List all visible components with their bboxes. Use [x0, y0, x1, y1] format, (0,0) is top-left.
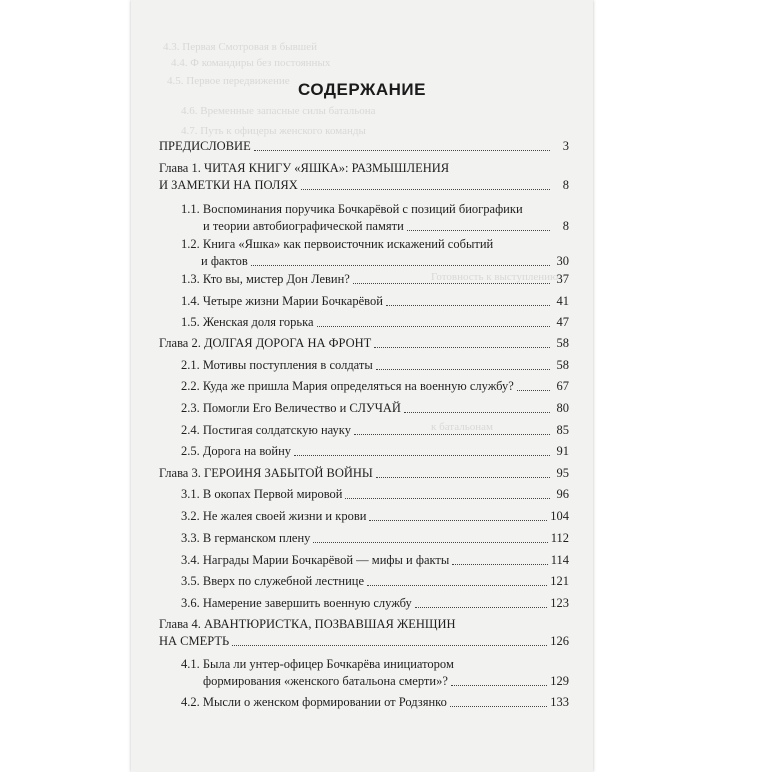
toc-page-number: 126: [550, 634, 569, 648]
toc-page-number: 58: [556, 336, 569, 350]
toc-page-number: 3: [562, 139, 569, 153]
toc-entry-1-5: [181, 314, 569, 331]
dot-leader: [450, 706, 547, 707]
toc-entry-text: Глава 3. ГЕРОИНЯ ЗАБЫТОЙ ВОЙНЫ: [159, 466, 373, 480]
toc-page-number: 95: [556, 466, 569, 480]
toc-page-number: 37: [556, 272, 569, 286]
toc-page-number: 8: [562, 178, 569, 192]
toc-entry-text-line1: 4.1. Была ли унтер-офицер Бочкарёва инициатором: [181, 657, 454, 671]
book-page: [131, 0, 593, 772]
toc-entry-2-1: [181, 357, 569, 374]
dot-leader: [386, 305, 550, 306]
toc-entry-2-4: [181, 422, 569, 439]
toc-entry-text: 2.5. Дорога на войну: [181, 444, 292, 458]
toc-entry-text-line1: 1.1. Воспоминания поручика Бочкарёвой с позиций биографики: [181, 202, 523, 216]
dot-leader: [374, 347, 550, 348]
dot-leader: [345, 498, 550, 499]
toc-entry-chapter-3: [159, 465, 569, 482]
toc-page-number: 85: [556, 423, 569, 437]
bleed-through-text: 4.3. Первая Смотровая в бывшей 4.4. Ф командиры без постоянных 4.5. Первое передвижение 4.6. Временные запасные силы батальона 4.7. Путь к офицеры женского команды Готовность к выступлению к батальонам: [163, 41, 559, 433]
dot-leader: [369, 520, 547, 521]
toc-page-number: 58: [556, 358, 569, 372]
toc-entry-4-2: [181, 694, 569, 711]
toc-entry-text: 3.1. В окопах Первой мировой: [181, 487, 343, 501]
toc-entry-text: 1.3. Кто вы, мистер Дон Левин?: [181, 272, 350, 286]
toc-page-number: 133: [550, 695, 569, 709]
dot-leader: [404, 412, 550, 413]
toc-page-number: 47: [556, 315, 569, 329]
toc-entry-text: 1.5. Женская доля горька: [181, 315, 314, 329]
dot-leader: [452, 564, 547, 565]
toc-page-number: 112: [550, 531, 569, 545]
toc-page-number: 96: [556, 487, 569, 501]
dot-leader: [407, 230, 550, 231]
toc-entry-text: 3.2. Не жалея своей жизни и крови: [181, 509, 367, 523]
toc-entry-3-5: [181, 573, 569, 590]
toc-entry-preface: [159, 138, 569, 155]
dot-leader: [451, 685, 547, 686]
toc-entry-chapter-2: [159, 335, 569, 352]
toc-entry-3-1: [181, 486, 569, 503]
dot-leader: [294, 455, 550, 456]
toc-entry-text: И ЗАМЕТКИ НА ПОЛЯХ: [159, 178, 298, 192]
toc-entry-text: 2.2. Куда же пришла Мария определяться на военную службу?: [181, 379, 514, 393]
toc-entry-1-1: [181, 201, 569, 235]
dot-leader: [251, 265, 550, 266]
toc-entry-text: 3.3. В германском плену: [181, 531, 311, 545]
toc-entry-text: формирования «женского батальона смерти»?: [203, 674, 448, 688]
toc-entry-text: ПРЕДИСЛОВИЕ: [159, 139, 251, 153]
toc-entry-text: НА СМЕРТЬ: [159, 634, 230, 648]
dot-leader: [367, 585, 547, 586]
dot-leader: [232, 645, 547, 646]
toc-entry-text: 4.2. Мысли о женском формировании от Родзянко: [181, 695, 447, 709]
toc-page-number: 114: [550, 553, 569, 567]
toc-entry-text: 2.1. Мотивы поступления в солдаты: [181, 358, 373, 372]
toc-entry-2-3: [181, 400, 569, 417]
dot-leader: [376, 369, 550, 370]
toc-entry-2-5: [181, 443, 569, 460]
toc-page-number: 123: [550, 596, 569, 610]
toc-page-number: 121: [550, 574, 569, 588]
toc-entry-1-4: [181, 293, 569, 310]
toc-page-number: 104: [550, 509, 569, 523]
toc-page-number: 30: [556, 254, 569, 268]
dot-leader: [317, 326, 550, 327]
toc-entry-3-2: [181, 508, 569, 525]
toc-entry-1-3: [181, 271, 569, 288]
dot-leader: [301, 189, 550, 190]
toc-page-number: 91: [556, 444, 569, 458]
toc-entry-2-2: [181, 378, 569, 395]
toc-entry-text: 3.5. Вверх по служебной лестнице: [181, 574, 365, 588]
page-title: СОДЕРЖАНИЕ: [298, 80, 426, 99]
toc-entry-text: 2.4. Постигая солдатскую науку: [181, 423, 351, 437]
dot-leader: [376, 477, 550, 478]
toc-entry-text: и фактов: [201, 254, 248, 268]
dot-leader: [415, 607, 547, 608]
toc-entry-text-line1: 1.2. Книга «Яшка» как первоисточник искажений событий: [181, 237, 494, 251]
toc-entry-text: 3.4. Награды Марии Бочкарёвой — мифы и факты: [181, 553, 450, 567]
toc-entry-1-2: [181, 236, 569, 270]
toc-entry-text: 2.3. Помогли Его Величество и СЛУЧАЙ: [181, 401, 401, 415]
toc-entry-3-6: [181, 595, 569, 612]
toc-entry-text: 3.6. Намерение завершить военную службу: [181, 596, 412, 610]
dot-leader: [254, 150, 550, 151]
toc-page-number: 80: [556, 401, 569, 415]
toc-page-number: 67: [556, 379, 569, 393]
dot-leader: [313, 542, 547, 543]
toc-page-number: 129: [550, 674, 569, 688]
dot-leader: [353, 283, 550, 284]
toc-entry-text: 1.4. Четыре жизни Марии Бочкарёвой: [181, 294, 383, 308]
dot-leader: [354, 434, 550, 435]
toc-entry-text-line1: Глава 4. АВАНТЮРИСТКА, ПОЗВАВШАЯ ЖЕНЩИН: [159, 617, 456, 631]
toc-page-number: 8: [562, 219, 569, 233]
toc-page-number: 41: [556, 294, 569, 308]
toc-entry-text: и теории автобиографической памяти: [203, 219, 404, 233]
toc-entry-3-4: [181, 552, 569, 569]
toc-entry-4-1: [181, 656, 569, 690]
toc-entry-chapter-1: [159, 160, 569, 194]
toc-entry-text: Глава 2. ДОЛГАЯ ДОРОГА НА ФРОНТ: [159, 336, 372, 350]
dot-leader: [517, 390, 550, 391]
toc-entry-chapter-4: [159, 616, 569, 650]
toc-entry-3-3: [181, 530, 569, 547]
toc-entry-text-line1: Глава 1. ЧИТАЯ КНИГУ «ЯШКА»: РАЗМЫШЛЕНИЯ: [159, 161, 450, 175]
